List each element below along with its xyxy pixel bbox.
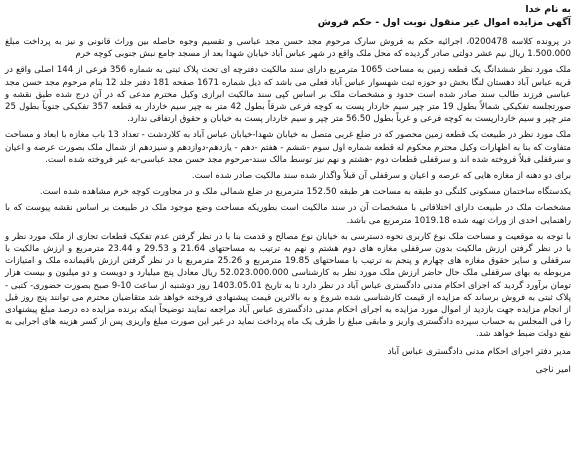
paragraph-valuation: با توجه به موقعیت و مساحت ملک نوع کاربری نحوه دسترسی به خیابان نوع مصالح و قدمت بنا با در نظر گرفتن عدم تفکیک قطعات تجاری از ملک مورد نظر و با در نظر گرفتن ارزش مالکیت بدون سرقفلی مغازه های دوم هشتم و نهم به ترتیب به مساحتهای 21.64 و 29.53 و 23.44 مترمربع و ارزش مالکیت با سرقفلی و سایر حقوق مغازه های چهارم و پنجم به ترتیب با مساحتهای 19.85 مترمربع و 25.26 مترمربع با در نظر گرفتن ارزش باقیمانده ملک و امتیازات مربوطه به بهای سرقفلی ملک حال حاضر ارزش ملک مورد نظر به کارشناسی 52.023.000.000 ریال معادل پنج میلیارد و دویست و دو میلیون و بیست هزار تومان برآورد گردید که اجرای احکام مدنی دادگستری عباس آباد در نظر دارد تا به تاریخ 1403.05.01 روز دوشنبه از ساعت 10-9 صبح بصورت حضوری- کتبی - پلاک ثبتی به فروش برساند که مزایده از قیمت کارشناسی شده شروع و به بالاترین قیمت پیشنهادی فروخته خواهد شد متقاضیان محترم می توانند پنج روز قبل از انجام مزایده جهت بازدید از اموال مورد مزایده به اجرای احکام مدنی دادگستری عباس آباد مراجعه نمایند توضیحاً اینکه برنده مزایده ده درصد مبلغ پیشنهادی را فی المجلس به حساب سپرده دادگستری واریز و مابقی مبلغ را ظرف یک ماه پرداخت نماید در غیر این صورت مبلغ واریزی پس از کسر هزینه های اجرایی به نفع دولت ضبط خواهد شد. [5, 231, 572, 340]
paragraph-case: در پرونده کلاسه 0200478، اجرائیه حکم به فروش سارک مرحوم مجد حسن مجد عباسی و تقسیم وجوه حاصله بین وراث قانونی و نیز به پرداخت مبلغ 1.500.000 ریال نیم عشر دولتی صادر گردیده که محل ملک واقع در شهر عباس آباد خیابان شهدا بعد از مسجد جامع نبش جنوبی کوچه خرم [5, 37, 571, 60]
paragraph-deed: ملک مورد نظر ششدانگ یک قطعه زمین به مساحت 1065 مترمربع دارای سند مالکیت دفترچه ای تحت پلاک ثبتی به شماره 356 فرعی از 144 اصلی واقع در قریه عباس آباد دهستان لنگا بخش دو حوزه ثبت شهسوار عباس آباد فعلی می باشد که ذیل شماره 1671 صفحه 181 دفتر جلد 12 بنام مرحوم مجد حسن مجد عباسی فرزند طالب سند صادر شده است حدود و مشخصات ملک بر اساس کپی سند مالکیت ابرازی وکیل محترم مدعی که در آن درج شده طبق نقشه و صورتجلسه تفکیکی شمالاً بطول 19 متر چپر سیم خاردار پست به کوچه فرعی شرقاً بطول 42 متر به چپر سیم خاردار به قطعه 357 تفکیکی جنوباً بطول 25 متر چپر و سیم خاردارپست به کوچه فرعی و غرباً بطول 56.50 متر چپر و سیم خاردار پست به خیابان و حقوق ارتفاقی ندارد. [5, 65, 572, 125]
paragraph-discrepancy: مشخصات ملک در طبیعت دارای اختلافاتی با مشخصات آن در سند مالکیت است بطوریکه مساحت وضع موجود ملک در طبیعت بر اساس نقشه پیوست که با راهنمایی احدی از وراث تهیه شده 1019.18 مترمربع می باشد. [5, 203, 571, 226]
paragraph-shops: ملک مورد نظر در طبیعت یک قطعه زمین محصور که در ضلع غربی متصل به خیابان شهدا-خیابان عباس آباد به کلاردشت - تعداد 13 باب مغازه با ابعاد و مساحت متفاوت که بنا به اظهارات وکیل محترم محکوم له قطعه شماره اول سوم -ششم - هفتم -دهم - یازدهم-دوازدهم و سیزدهم از شمال ملک بصورت عرصه و اعیان و سرقفلی فبلاً فروخته شده اند و سرقفلی قطعات دوم -هشتم و نهم نیز توسط مالک سند-مرحوم مجد حسن مجد عباسی-به غیر فروخته شده است. [5, 130, 572, 165]
signer-office: مدیر دفتر اجرای احکام مدنی دادگستری عباس آباد [387, 346, 571, 357]
notice-title: آگهی مزایده اموال غیر منقول نوبت اول - حکم فروش [317, 17, 571, 28]
invocation: به نام خدا [525, 4, 571, 15]
paragraph-title-deeds: برای دو دهنه از مغازه هایی که عرصه و اعیان و سرقفلی آن قبلاً واگذار شده سند مالکیت صادر شده است. [191, 171, 571, 182]
paragraph-building: یکدستگاه ساختمان مسکونی کلنگی دو طبقه به مساحت هر طبقه 152.50 مترمربع در ضلع شمالی ملک و در مجاورت کوچه خرم مشاهده شده است. [39, 187, 571, 198]
signer-name: امیر ناجی [535, 364, 571, 375]
